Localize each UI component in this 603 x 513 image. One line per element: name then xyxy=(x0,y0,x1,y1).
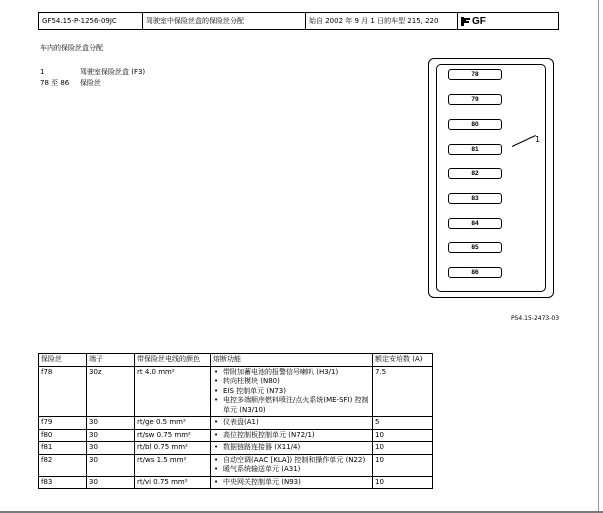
fuse-86: 86 xyxy=(448,267,502,278)
fuse-cell: f78 xyxy=(39,366,87,417)
document-header xyxy=(38,12,559,30)
amperage-cell: 10 xyxy=(373,476,433,489)
fuse-80: 80 xyxy=(448,119,502,130)
wire-cell: rt/bl 0.75 mm² xyxy=(135,442,211,455)
legend-item xyxy=(40,67,145,78)
amperage-cell: 10 xyxy=(373,429,433,442)
terminal-cell: 30z xyxy=(87,366,135,417)
legend-number: 78 至 86 xyxy=(40,79,70,87)
col-header-wire-color: 带保险丝电线的颜色 xyxy=(135,354,211,367)
wrench-icon xyxy=(461,17,471,26)
function-item: • 自动空调(AAC [KLA]) 控制和操作单元 (N22) xyxy=(213,456,370,466)
col-header-fuse: 保险丝 xyxy=(39,354,87,367)
fuse-table xyxy=(38,353,433,489)
terminal-cell: 30 xyxy=(87,442,135,455)
doc-id: GF54.15-P-1256-09JC xyxy=(39,13,143,29)
legend-text: 保险丝 xyxy=(80,79,101,87)
section-title: 车内的保险丝盒分配 xyxy=(40,44,103,52)
function-item: • 电控多端顺序燃料喷注/点火系统(ME-SFI) 控制单元 (N3/10) xyxy=(213,396,370,415)
function-cell xyxy=(211,429,373,442)
table-row xyxy=(39,442,433,455)
fuse-cell: f80 xyxy=(39,429,87,442)
function-cell xyxy=(211,442,373,455)
legend-text: 驾驶室保险丝盒 (F3) xyxy=(80,68,146,76)
amperage-cell: 5 xyxy=(373,417,433,430)
amperage-cell: 10 xyxy=(373,454,433,476)
terminal-cell: 30 xyxy=(87,429,135,442)
fuse-85: 85 xyxy=(448,242,502,253)
function-item: • 数据链路连接器 (X11/4) xyxy=(213,443,370,453)
table-row xyxy=(39,366,433,417)
col-header-terminal: 端子 xyxy=(87,354,135,367)
legend xyxy=(40,67,145,89)
table-row xyxy=(39,476,433,489)
function-item: • 暖气系统输送单元 (A31) xyxy=(213,465,370,475)
fuse-cell: f82 xyxy=(39,454,87,476)
amperage-cell: 10 xyxy=(373,442,433,455)
function-item: • 带附加蓄电池的报警信号喇叭 (H3/1) xyxy=(213,368,370,378)
function-item: • 高位控制板控制单元 (N72/1) xyxy=(213,431,370,441)
fuse-cell: f81 xyxy=(39,442,87,455)
fuse-79: 79 xyxy=(448,94,502,105)
function-cell xyxy=(211,417,373,430)
wire-cell: rt/vi 0.75 mm² xyxy=(135,476,211,489)
gf-badge-cell xyxy=(458,13,558,29)
callout-number: 1 xyxy=(535,135,541,144)
wire-cell: rt/ws 1.5 mm² xyxy=(135,454,211,476)
wire-cell: rt 4.0 mm² xyxy=(135,366,211,417)
fuse-81: 81 xyxy=(448,144,502,155)
fuse-78: 78 xyxy=(448,69,502,80)
fuse-83: 83 xyxy=(448,193,502,204)
function-item: • EIS 控制单元 (N73) xyxy=(213,387,370,397)
function-cell xyxy=(211,454,373,476)
function-item: • 仪表盘(A1) xyxy=(213,418,370,428)
terminal-cell: 30 xyxy=(87,476,135,489)
function-item: • 转向柱模块 (N80) xyxy=(213,377,370,387)
fuse-cell: f83 xyxy=(39,476,87,489)
doc-validity: 始自 2002 年 9 月 1 日的车型 215, 220 xyxy=(306,13,458,29)
table-row xyxy=(39,417,433,430)
page-edge-right xyxy=(598,0,599,513)
wire-cell: rt/ge 0.5 mm² xyxy=(135,417,211,430)
function-cell xyxy=(211,476,373,489)
fuse-84: 84 xyxy=(448,218,502,229)
terminal-cell: 30 xyxy=(87,417,135,430)
col-header-function: 熔断功能 xyxy=(211,354,373,367)
legend-number: 1 xyxy=(40,68,45,76)
wire-cell: rt/sw 0.75 mm² xyxy=(135,429,211,442)
table-header-row xyxy=(39,354,433,367)
figure-id: P54.15-2473-03 xyxy=(511,315,560,322)
legend-item xyxy=(40,78,145,89)
fuse-82: 82 xyxy=(448,168,502,179)
table-row xyxy=(39,454,433,476)
function-cell xyxy=(211,366,373,417)
gf-badge xyxy=(461,16,486,27)
table-row xyxy=(39,429,433,442)
terminal-cell: 30 xyxy=(87,454,135,476)
col-header-amperage: 额定安培数 (A) xyxy=(373,354,433,367)
amperage-cell: 7.5 xyxy=(373,366,433,417)
doc-title: 驾驶室中保险丝盒的保险丝分配 xyxy=(143,13,306,29)
gf-label: GF xyxy=(472,15,486,27)
function-item: • 中央网关控制单元 (N93) xyxy=(213,478,370,488)
fuse-cell: f79 xyxy=(39,417,87,430)
